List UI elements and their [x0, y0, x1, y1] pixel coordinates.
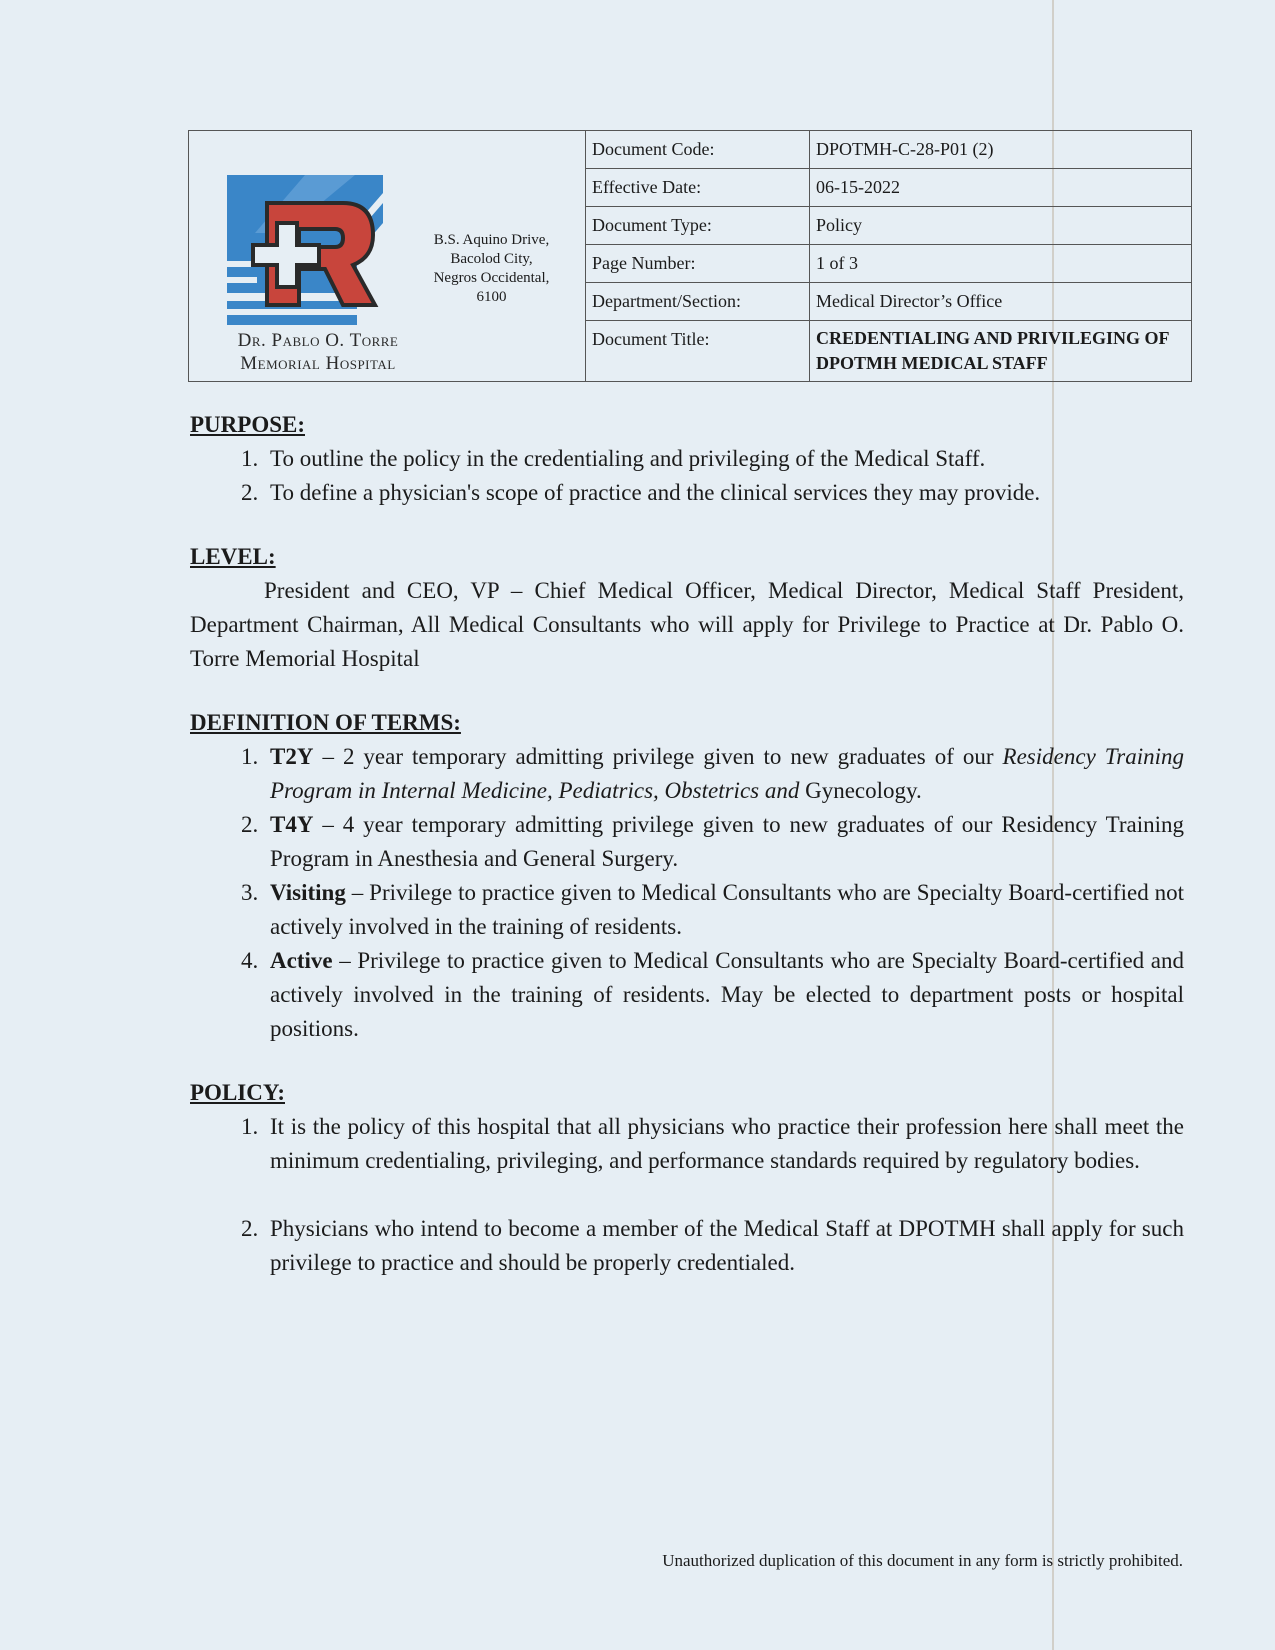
- address-line: Negros Occidental,: [433, 270, 550, 286]
- info-label: Page Number:: [586, 245, 810, 282]
- term-text: 4 year temporary admitting privilege given to new graduates of our Residency Training Program in Anesthesia and General Surgery.: [270, 812, 1185, 871]
- info-label: Document Code:: [586, 131, 810, 168]
- term-separator: –: [313, 744, 343, 769]
- info-label: Department/Section:: [586, 283, 810, 320]
- term-separator: –: [313, 812, 343, 837]
- document-body: [190, 408, 1184, 1280]
- term-separator: –: [345, 880, 370, 905]
- purpose-title: PURPOSE:: [190, 412, 305, 437]
- footer-notice: Unauthorized duplication of this document in any form is strictly prohibited.: [662, 1551, 1183, 1570]
- address-line: B.S. Aquino Drive,: [433, 232, 550, 248]
- list-item: 2. To define a physician's scope of practice and the clinical services they may provide.: [264, 476, 1184, 510]
- info-label: Document Title:: [586, 321, 810, 381]
- list-item: 2. Physicians who intend to become a member of the Medical Staff at DPOTMH shall apply for such privilege to practice and should be properly credentialed.: [264, 1212, 1184, 1280]
- info-row-document-title: [586, 321, 1191, 381]
- document-header: [188, 130, 1192, 382]
- definitions-list: [190, 740, 1184, 1046]
- list-item: [264, 876, 1184, 944]
- list-item: [264, 808, 1184, 876]
- hospital-name-line2: Memorial Hospital: [240, 353, 396, 374]
- logo-cell: [189, 131, 586, 381]
- info-value: CREDENTIALING AND PRIVILEGING OF DPOTMH MEDICAL STAFF: [816, 328, 1169, 373]
- term-name: Active: [270, 948, 333, 973]
- info-value: 1 of 3: [816, 253, 858, 273]
- term-name: T2Y: [270, 744, 314, 769]
- info-value: Policy: [816, 215, 863, 235]
- hospital-name: [203, 329, 433, 375]
- term-separator: –: [332, 948, 358, 973]
- term-text: Privilege to practice given to Medical Consultants who are Specialty Board-certified and actively involved in the training of residents. May be elected to department posts or hospital positions.: [270, 948, 1184, 1041]
- document-info-table: [586, 131, 1191, 381]
- list-item: [264, 740, 1184, 808]
- info-label: Effective Date:: [586, 169, 810, 206]
- list-item: [264, 944, 1184, 1046]
- term-name: T4Y: [270, 812, 314, 837]
- address-line: Bacolod City,: [450, 251, 533, 267]
- definitions-title: DEFINITION OF TERMS:: [190, 710, 461, 735]
- hospital-name-line1: Dr. Pablo O. Torre: [237, 330, 399, 351]
- info-row-document-type: [586, 207, 1191, 245]
- term-text-italic: Residency Training Program in Internal Medicine, Pediatrics, Obstetrics and: [270, 744, 1185, 803]
- term-text-tail: Gynecology.: [799, 778, 922, 803]
- term-text: 2 year temporary admitting privilege given to new graduates of our: [342, 744, 1003, 769]
- info-row-page-number: [586, 245, 1191, 283]
- term-name: Visiting: [270, 880, 346, 905]
- level-title: LEVEL:: [190, 544, 276, 569]
- info-value: DPOTMH-C-28-P01 (2): [816, 139, 994, 159]
- info-row-document-code: [586, 131, 1191, 169]
- info-value: Medical Director’s Office: [816, 291, 1003, 311]
- info-row-effective-date: [586, 169, 1191, 207]
- level-text: President and CEO, VP – Chief Medical Officer, Medical Director, Medical Staff President, Department Chairman, All Medical Consultants who will apply for Privilege to Practice at Dr. Pablo O. Torre Memorial Hospital: [190, 578, 1184, 671]
- list-item: 1. To outline the policy in the credentialing and privileging of the Medical Staff.: [264, 442, 1184, 476]
- policy-list: [190, 1110, 1184, 1280]
- list-item: 1. It is the policy of this hospital that all physicians who practice their profession here shall meet the minimum credentialing, privileging, and performance standards required by regulatory bodies.: [264, 1110, 1184, 1178]
- term-text: Privilege to practice given to Medical Consultants who are Specialty Board-certified not actively involved in the training of residents.: [270, 880, 1184, 939]
- address-line: 6100: [476, 289, 507, 305]
- info-label: Document Type:: [586, 207, 810, 244]
- policy-title: POLICY:: [190, 1080, 285, 1105]
- info-value: 06-15-2022: [816, 177, 900, 197]
- purpose-list: [190, 442, 1184, 510]
- info-row-department: [586, 283, 1191, 321]
- hospital-logo-icon: [225, 173, 385, 327]
- hospital-address: [414, 231, 569, 307]
